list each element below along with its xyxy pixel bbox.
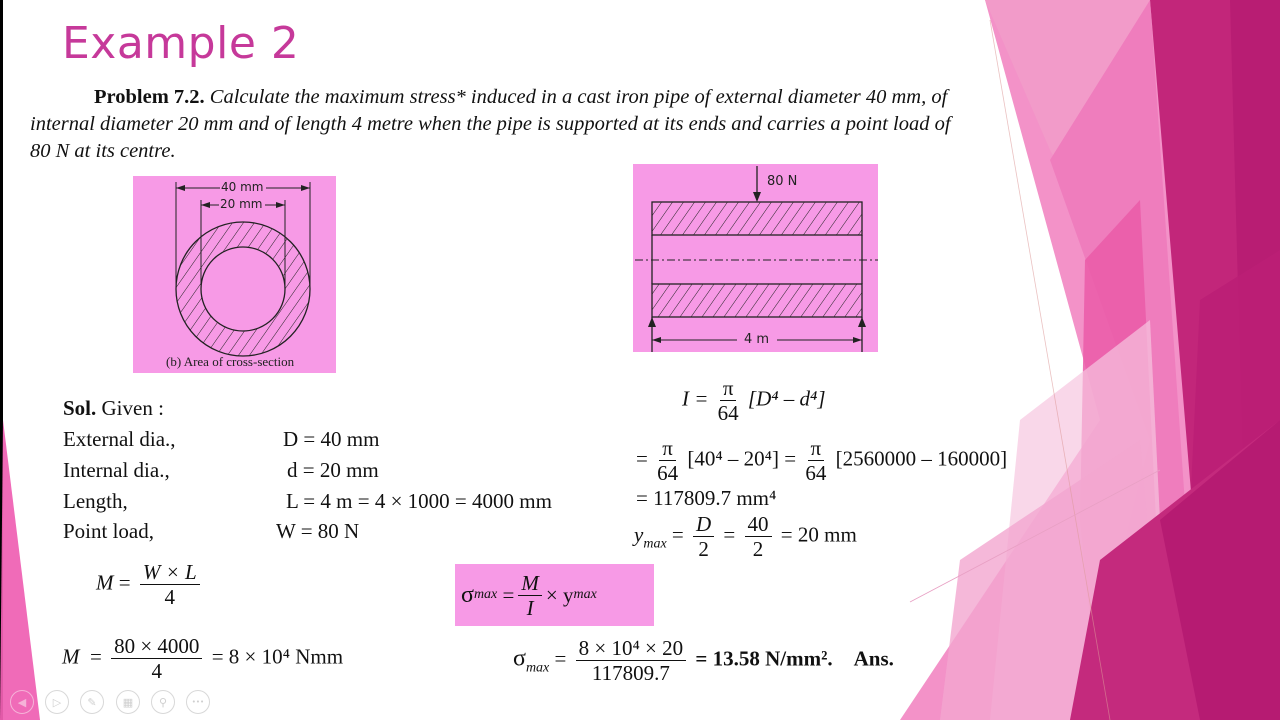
fraction <box>693 512 714 561</box>
numerator: π <box>808 436 825 461</box>
problem-text: Calculate the maximum stress* induced in a cast iron pipe of external diameter 40 mm, of internal diameter 20 mm and of length 4 metre when the pipe is supported at its ends and carries a point load of 80 N at its centre. <box>30 86 951 162</box>
given-value: L = 4 m = 4 × 1000 = 4000 mm <box>286 489 552 513</box>
fraction <box>718 376 739 425</box>
eq-lhs: M <box>96 570 114 595</box>
numerator: π <box>659 436 676 461</box>
inner-diameter-label: 20 mm <box>220 197 263 211</box>
fraction <box>576 636 687 685</box>
more-options-button[interactable] <box>186 690 210 714</box>
fraction <box>745 512 772 561</box>
fraction <box>140 560 200 609</box>
inertia-step: = $\frac{\pi}{64}$ [40⁴ – 20⁴] = $\frac{\pi}{64}$ [2560000 – 160000] <box>636 436 1008 485</box>
cross-section-figure <box>133 176 336 373</box>
ymax-equation: $y_{max}$ = $\frac{D}{2}$ = $\frac{40}{2}$ = 20 mm <box>634 512 857 561</box>
given-row-external-dia <box>63 427 176 452</box>
inertia-formula <box>682 376 826 425</box>
given-label: External dia., <box>63 427 176 451</box>
outer-diameter-label: 40 mm <box>221 180 264 194</box>
eq-rest: × y <box>545 582 574 607</box>
numerator: D <box>693 512 714 537</box>
denominator: 4 <box>151 659 163 683</box>
denominator: 64 <box>657 461 679 485</box>
given-row-point-load <box>63 519 154 544</box>
given-value: d = 20 mm <box>287 458 379 482</box>
next-slide-button[interactable] <box>45 690 69 714</box>
pen-button[interactable] <box>80 690 104 714</box>
fraction <box>518 571 542 620</box>
eq-lhs: σ <box>513 645 526 672</box>
eq-rest: [D⁴ – d⁴] <box>747 386 826 411</box>
eq-lhs: I = <box>682 386 709 411</box>
eq-lhs: σ <box>461 581 474 608</box>
given-label: Point load, <box>63 519 155 543</box>
numerator: 80 × 4000 <box>111 634 202 659</box>
denominator: 2 <box>752 537 764 561</box>
denominator: 2 <box>698 537 709 561</box>
given-value: W = 80 N <box>276 519 360 543</box>
numerator: π <box>720 376 737 401</box>
point-load-label: 80 N <box>767 174 798 189</box>
stress-value: $\sigma_{max}$ = $\frac{\text{8 × 10⁴ × 20}}{117809.7}$ = 13.58 N/mm². Ans. <box>513 636 894 685</box>
cross-section-caption: (b) Area of cross-section <box>166 354 295 369</box>
given-row-length <box>63 489 128 514</box>
eq-result: = 20 mm <box>780 522 857 547</box>
eq-mid: [40⁴ – 20⁴] = <box>687 446 797 471</box>
denominator: 64 <box>717 401 739 425</box>
stress-formula-highlight: σ max = $\frac{M}{I}$ × y max <box>455 564 654 626</box>
zoom-button[interactable] <box>151 690 175 714</box>
eq-subscript: max <box>643 536 667 552</box>
answer-label: Ans. <box>853 646 894 671</box>
fraction <box>657 436 678 485</box>
eq-rest: [2560000 – 160000] <box>835 446 1008 471</box>
fraction <box>805 436 826 485</box>
numerator: W × L <box>140 560 200 585</box>
problem-statement <box>30 84 970 165</box>
problem-number: Problem 7.2. <box>94 86 205 108</box>
eq-subscript: max <box>525 660 550 676</box>
numerator: 8 × 10⁴ × 20 <box>576 636 687 661</box>
eq-result: = 8 × 10⁴ Nmm <box>211 644 344 669</box>
span-length-label: 4 m <box>744 332 770 347</box>
denominator: 117809.7 <box>591 661 670 685</box>
magnifier-icon: ⚲ <box>158 695 168 709</box>
given-row-internal-dia <box>63 458 170 483</box>
moment-formula: M = $\frac{W \times L}{4}$ <box>96 560 204 609</box>
numerator: M <box>518 571 542 596</box>
numerator: 40 <box>745 512 772 537</box>
slide-sorter-button[interactable] <box>116 690 140 714</box>
slide-title: Example 2 <box>62 18 300 69</box>
eq-result: = 13.58 N/mm². <box>695 646 833 671</box>
eq-lhs: M <box>62 644 80 669</box>
given-heading <box>63 396 164 421</box>
eq-lhs: y <box>634 522 644 547</box>
sol-label: Sol. <box>63 396 97 420</box>
pipe-figure <box>633 164 878 352</box>
inertia-result: = 117809.7 mm⁴ <box>636 486 777 510</box>
given-value: D = 40 mm <box>283 427 380 451</box>
slide-sorter-icon: ▦ <box>122 695 134 709</box>
moment-value: M = $\frac{80 \times 4000}{4}$ = 8 × 10⁴ Nmm <box>62 634 344 683</box>
denominator: I <box>526 595 534 620</box>
denominator: 4 <box>164 585 176 609</box>
previous-icon: ◀ <box>17 695 27 709</box>
next-icon: ▷ <box>52 695 62 709</box>
fraction <box>111 634 202 683</box>
previous-slide-button[interactable] <box>10 690 34 714</box>
given-label: Internal dia., <box>63 458 170 482</box>
given-label: Given : <box>96 396 164 420</box>
pen-icon: ✎ <box>87 695 97 709</box>
given-label: Length, <box>63 489 128 513</box>
denominator: 64 <box>805 461 827 485</box>
ellipsis-icon: ••• <box>191 698 205 706</box>
